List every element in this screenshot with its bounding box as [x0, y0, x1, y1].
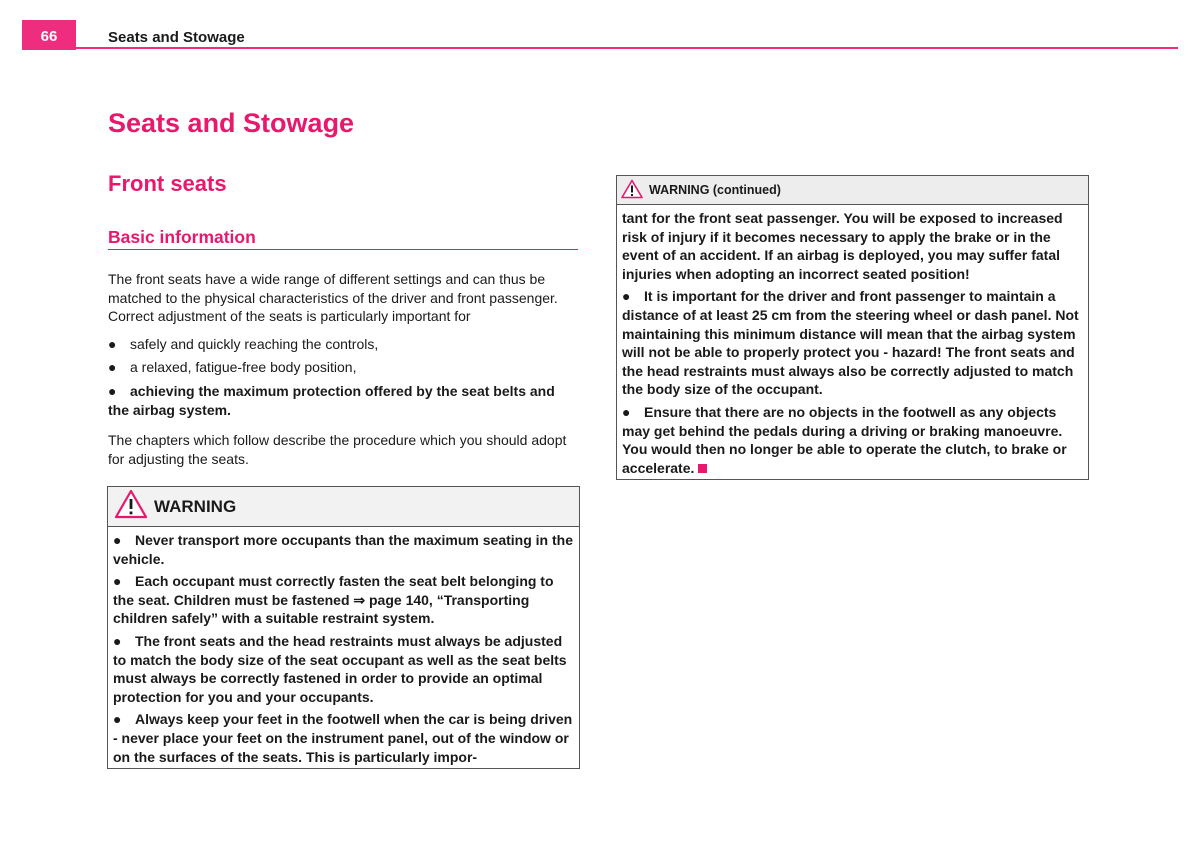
bullet-icon: ● [113, 632, 122, 649]
list-item: ● achieving the maximum protection offered by the seat belts and the airbag system. [108, 382, 555, 418]
intro-paragraph: The front seats have a wide range of different settings and can thus be matched to the physical characteristics of the driver and front passenger. Correct adjustment of the seats is particularly important for [108, 271, 558, 325]
bullet-icon: ● [108, 335, 117, 352]
warning-continuation: tant for the front seat passenger. You will be exposed to increased risk of injury if it becomes necessary to apply the brake or in the event of an accident. If an airbag is deployed, you may suffer fatal injuries when adopting an incorrect seated position! [622, 210, 1063, 282]
warning-continued-title: WARNING (continued) [649, 183, 781, 197]
warning-triangle-icon [114, 489, 148, 524]
warning-continued-body [617, 205, 1088, 477]
warning-box [107, 486, 580, 769]
warning-triangle-icon [621, 179, 643, 202]
left-column [108, 270, 578, 477]
warning-header [108, 487, 579, 527]
page-number: 66 [22, 20, 76, 50]
bullet-icon: ● [113, 711, 122, 728]
section-title: Front seats [108, 171, 227, 196]
warning-item: ● Ensure that there are no objects in the footwell as any objects may get behind the pedals during a driving or braking manoeuvre. You would then no longer be able to operate the clutch, to brake or accelerate. [622, 403, 1067, 476]
list-item: ● a relaxed, fatigue-free body position, [108, 359, 357, 376]
list-item: ● safely and quickly reaching the controls, [108, 335, 379, 352]
subsection-title: Basic information [108, 227, 578, 250]
bullet-icon: ● [108, 359, 117, 376]
bullet-icon: ● [622, 288, 631, 305]
header-rule [22, 47, 1178, 49]
warning-body [108, 527, 579, 766]
bullet-icon: ● [113, 573, 122, 590]
warning-item: ● It is important for the driver and front passenger to maintain a distance of at least 25 cm from the steering wheel or dash panel. Not maintaining this minimum distance will mean that the airbag system will not be able to properly protect you - hazard! The front seats and the head restraints must always also be correctly adjusted to match the body size of the occupant. [622, 288, 1079, 398]
warning-continued-box [616, 175, 1089, 480]
warning-title: WARNING [154, 496, 237, 516]
running-head: Seats and Stowage [108, 29, 245, 46]
warning-item: ● Each occupant must correctly fasten the seat belt belonging to the seat. Children must be fastened ⇒ page 140, “Transporting children safely” with a suitable restraint system. [113, 573, 554, 627]
chapter-title: Seats and Stowage [108, 108, 355, 138]
bullet-icon: ● [622, 403, 631, 420]
warning-item: ● Never transport more occupants than the maximum seating in the vehicle. [113, 532, 573, 567]
end-of-section-icon [698, 464, 707, 473]
warning-item: ● The front seats and the head restraints must always be adjusted to match the body size of the seat occupant as well as the seat belts must always be correctly fastened in order to provide an optimal protection for you and your occupants. [113, 632, 567, 705]
warning-continued-header [617, 176, 1088, 205]
bullet-icon: ● [108, 382, 117, 399]
bullet-icon: ● [113, 532, 122, 548]
chapters-paragraph: The chapters which follow describe the procedure which you should adopt for adjusting the seats. [108, 432, 567, 467]
warning-item: ● Always keep your feet in the footwell when the car is being driven - never place your feet on the instrument panel, out of the window or on the surfaces of the seats. This is particularly impor- [113, 711, 573, 765]
